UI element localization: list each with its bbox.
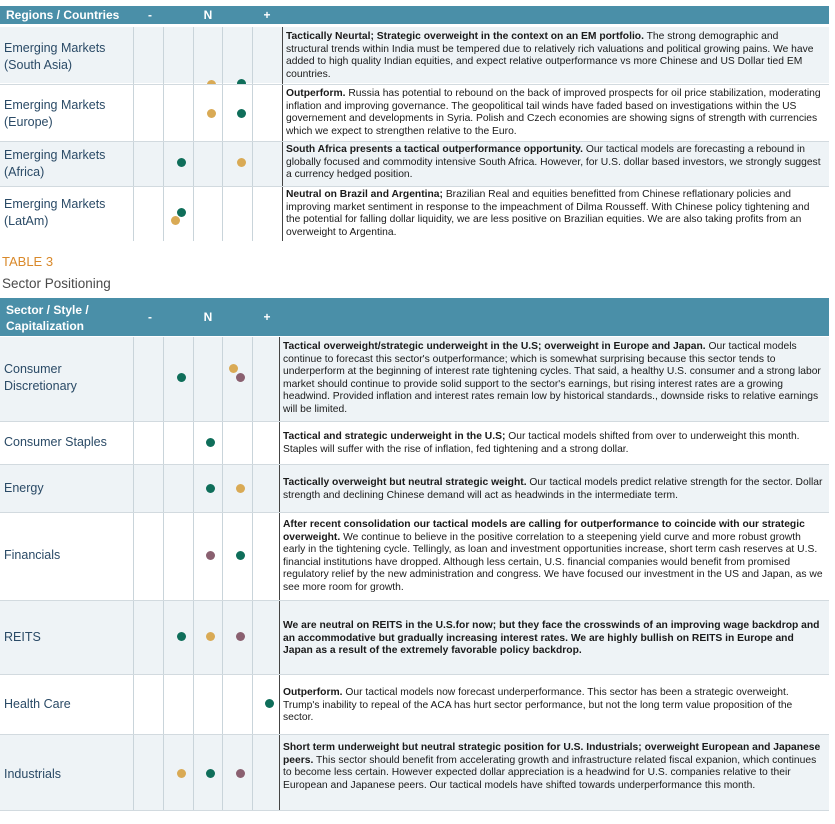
table-row (0, 601, 829, 674)
row-label: Emerging Markets (Europe) (4, 98, 106, 129)
row-comment: Tactical overweight/strategic underweight in the U.S; overweight in Europe and Japan. Our tactical models continue to forecast this sector's outperformance; which is somewhat surprising because this sector tends to underperform at the beginning of interest rate tightening cycles. That said, a healthy U.S. consumer and a strong labor market should continue to provide solid support to the sector's earnings, but rising interest rates are a growing headwind. Provided inflation and interest rates remain low by historical standards., downside risks to relative earnings will be limited. (283, 341, 821, 415)
position-dot (206, 632, 215, 641)
row-label: Industrials (4, 767, 61, 781)
position-dot (237, 158, 246, 167)
position-dot (206, 551, 215, 560)
table-row (0, 337, 829, 421)
position-dot (236, 373, 245, 382)
header-minus: - (148, 8, 152, 22)
row-comment: Short term underweight but neutral strategic position for U.S. Industrials; overweight European and Japanese peers. This sector should benefit from accelerating growth and infrastructure related fiscal expanion, which continues to become less certain. However expected dollar appreciation is a headwind for U.S. companies relative to their European and Japanese peers. Our tactical models have shifted towards underperformance this month. (283, 742, 821, 791)
row-label: Financials (4, 548, 61, 562)
position-dot (177, 769, 186, 778)
row-comment: Tactically Neurtal; Strategic overweight in the context on an EM portfolio. The strong demographic and structural trends within India must be tempered due to relatively rich valuations and political growing pains. We have added to high quality Indian equities, and expect relative outperformance vs more Chinese and US Dollar tied EM countries. (286, 31, 814, 80)
header-minus: - (148, 310, 152, 324)
row-label: Emerging Markets (South Asia) (4, 41, 106, 72)
row-comment: South Africa presents a tactical outperformance opportunity. Our tactical models are forecasting a rebound in globally focused and commodity intensive South Africa. However, for U.S. dollar based investors, we strongly suggest a currency hedged position. (286, 144, 821, 181)
position-dot (229, 364, 238, 373)
row-comment: After recent consolidation our tactical models are calling for outperformance to coincide with our strategic overweight. We continue to believe in the positive correlation to a steepening yield curve and more robust growth early in the tightening cycle. Tellingly, as loan and investment opportunities increase, short term cash reserves at U.S. financial institutions have dropped. Although less certain, U.S. financial companies would benefit from promised regulatory relief by the new administration and congress. We have focused our investment in the US and Japan, as we see more room for growth. (283, 519, 823, 593)
table-caption: TABLE 3 (2, 254, 54, 269)
table-row (0, 27, 829, 83)
row-comment: We are neutral on REITS in the U.S.for now; but they face the crosswinds of an improving wage backdrop and an accommodative but gradually increasing interest rates. We are highly bullish on REITS in Europe and Japan as a result of the extremely favorable policy backdrop. (283, 620, 820, 657)
row-comment: Neutral on Brazil and Argentina; Brazilian Real and equities benefitted from Chinese reflationary policies and improving market sentiment in response to the impeachment of Dilma Rousseff. With Chinese policy tightening and the potential for falling dollar liquidity, we are less positive on Brazilian equities. We are also taking profits from an overweight to Argentina. (286, 189, 810, 238)
row-label: Consumer Staples (4, 435, 107, 449)
row-label: Health Care (4, 697, 71, 711)
row-comment: Tactical and strategic underweight in the U.S; Our tactical models shifted from over to underweight this month. Staples will suffer with the rise of inflation, fed tightening and a strong dollar. (283, 431, 800, 455)
header-neutral: N (203, 8, 213, 22)
table-row (0, 142, 829, 186)
position-dot (265, 699, 274, 708)
row-label: Emerging Markets (Africa) (4, 148, 106, 179)
row-label: Consumer Discretionary (4, 362, 77, 393)
position-dot (237, 109, 246, 118)
header-plus: + (263, 310, 271, 324)
row-comment: Outperform. Russia has potential to rebound on the back of improved prospects for oil price stabilization, moderating inflation and improving governance. The geopolitical tail winds have faded based on investigations within the US governement and developments in Syria. Polish and Czech economies are showing signs of strength with currencies which we expect to strengthen relative to the Euro. (286, 88, 821, 137)
position-dot (177, 373, 186, 382)
row-comment: Outperform. Our tactical models now forecast underperformance. This sector has been a strategic overweight. Trump's inability to repeal of the ACA has hurt sector performance, but not the long term value proposition of the sector. (283, 687, 793, 724)
position-dot (206, 484, 215, 493)
position-dot (177, 158, 186, 167)
row-comment: Tactically overweight but neutral strategic weight. Our tactical models predict relative strength for the sector. Dollar strength and declining Chinese demand will act as headwinds in the intermediate term. (283, 477, 823, 501)
table-row (0, 735, 829, 810)
position-dot (207, 109, 216, 118)
position-dot (206, 438, 215, 447)
position-dot (177, 208, 186, 217)
table-row (0, 465, 829, 512)
sector-table-header (0, 298, 829, 336)
row-label: REITS (4, 630, 41, 644)
table-row (0, 675, 829, 734)
table-row (0, 422, 829, 464)
position-dot (236, 769, 245, 778)
row-label: Emerging Markets (LatAm) (4, 197, 106, 228)
header-label: Sector / Style / Capitalization (6, 303, 89, 333)
position-dot (236, 484, 245, 493)
header-neutral: N (203, 310, 213, 324)
table-row (0, 187, 829, 241)
regions-table-header (0, 6, 829, 24)
position-dot (171, 216, 180, 225)
table-row (0, 85, 829, 141)
position-dot (177, 632, 186, 641)
header-plus: + (263, 8, 271, 22)
position-dot (236, 551, 245, 560)
table-subtitle: Sector Positioning (2, 276, 111, 291)
table-row (0, 513, 829, 600)
header-label: Regions / Countries (6, 8, 120, 22)
position-dot (236, 632, 245, 641)
position-dot (206, 769, 215, 778)
row-label: Energy (4, 481, 44, 495)
